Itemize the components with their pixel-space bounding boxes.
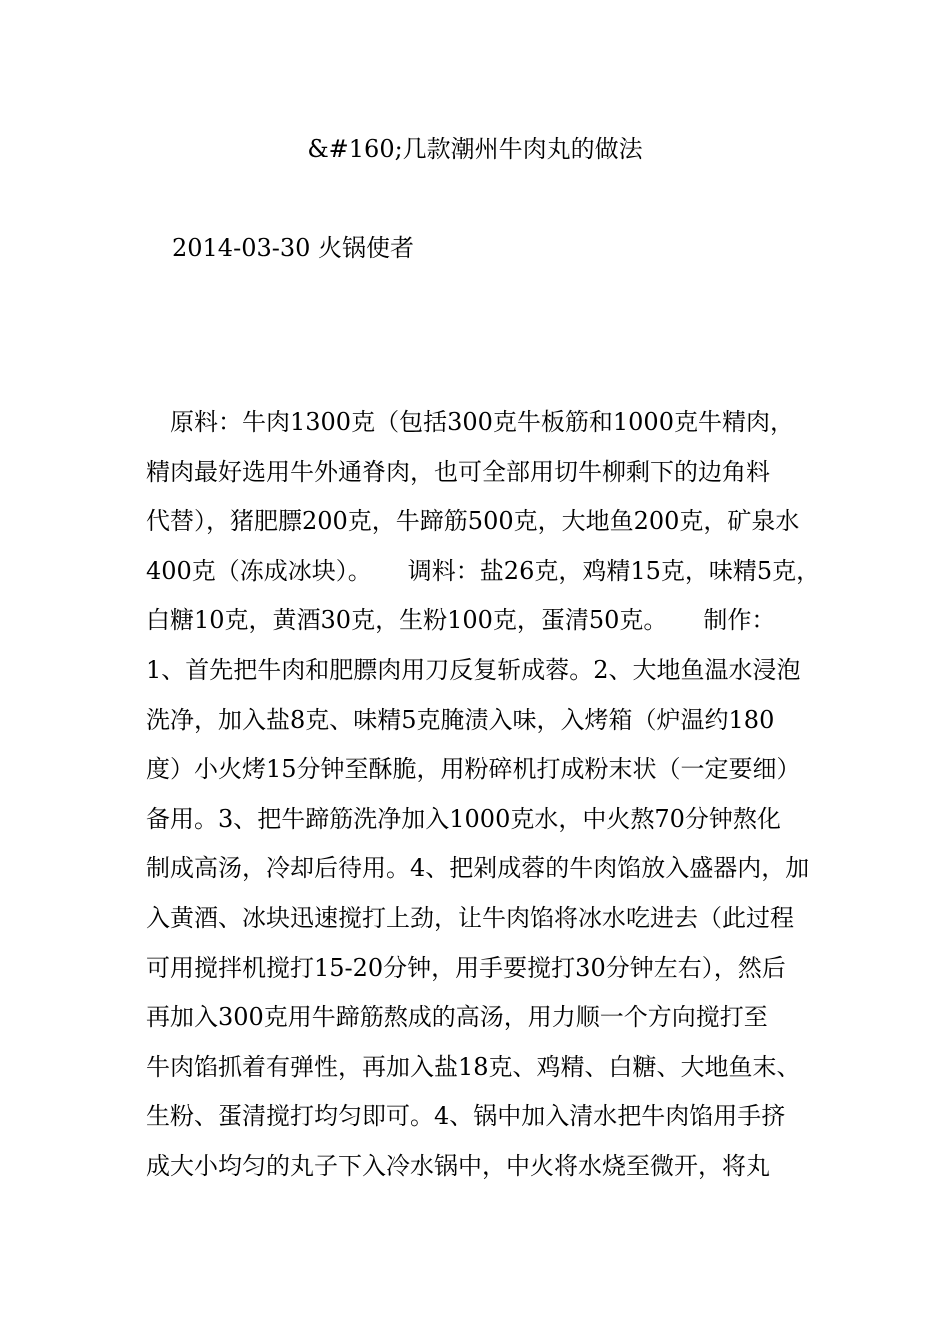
body-line: 牛肉馅抓着有弹性，再加入盐18克、鸡精、白糖、大地鱼末、 <box>146 1052 801 1081</box>
body-line: 1、首先把牛肉和肥膘肉用刀反复斩成蓉。2、大地鱼温水浸泡 <box>146 655 801 684</box>
body-line: 白糖10克，黄酒30克，生粉100克，蛋清50克。 制作： <box>146 606 776 635</box>
body-line: 成大小均匀的丸子下入冷水锅中，中火将水烧至微开，将丸 <box>146 1151 770 1180</box>
body-line: 原料：牛肉1300克（包括300克牛板筋和1000克牛精肉， <box>146 408 794 436</box>
page-title: &#160;几款潮州牛肉丸的做法 <box>307 135 643 163</box>
body-line: 制成高汤，冷却后待用。4、把剁成蓉的牛肉馅放入盛器内，加 <box>146 854 810 883</box>
article-body <box>146 404 821 1198</box>
body-line: 度）小火烤15分钟至酥脆，用粉碎机打成粉末状（一定要细） <box>146 755 801 784</box>
post-meta: 2014-03-30 火锅使者 <box>172 234 415 262</box>
body-line: 生粉、蛋清搅打均匀即可。4、锅中加入清水把牛肉馅用手挤 <box>146 1102 786 1131</box>
body-line: 洗净，加入盐8克、味精5克腌渍入味，入烤箱（炉温约180 <box>146 705 775 734</box>
body-line: 精肉最好选用牛外通脊肉，也可全部用切牛柳剩下的边角料 <box>146 457 770 486</box>
body-line: 400克（冻成冰块）。 调料：盐26克，鸡精15克，味精5克， <box>146 556 821 585</box>
body-line: 入黄酒、冰块迅速搅打上劲，让牛肉馅将冰水吃进去（此过程 <box>146 903 794 932</box>
body-line: 代替），猪肥膘200克，牛蹄筋500克，大地鱼200克，矿泉水 <box>146 507 800 536</box>
body-line: 备用。3、把牛蹄筋洗净加入1000克水，中火熬70分钟熬化 <box>146 804 781 833</box>
body-line: 可用搅拌机搅打15-20分钟，用手要搅打30分钟左右），然后 <box>146 953 786 982</box>
body-line: 再加入300克用牛蹄筋熬成的高汤，用力顺一个方向搅打至 <box>146 1003 768 1032</box>
